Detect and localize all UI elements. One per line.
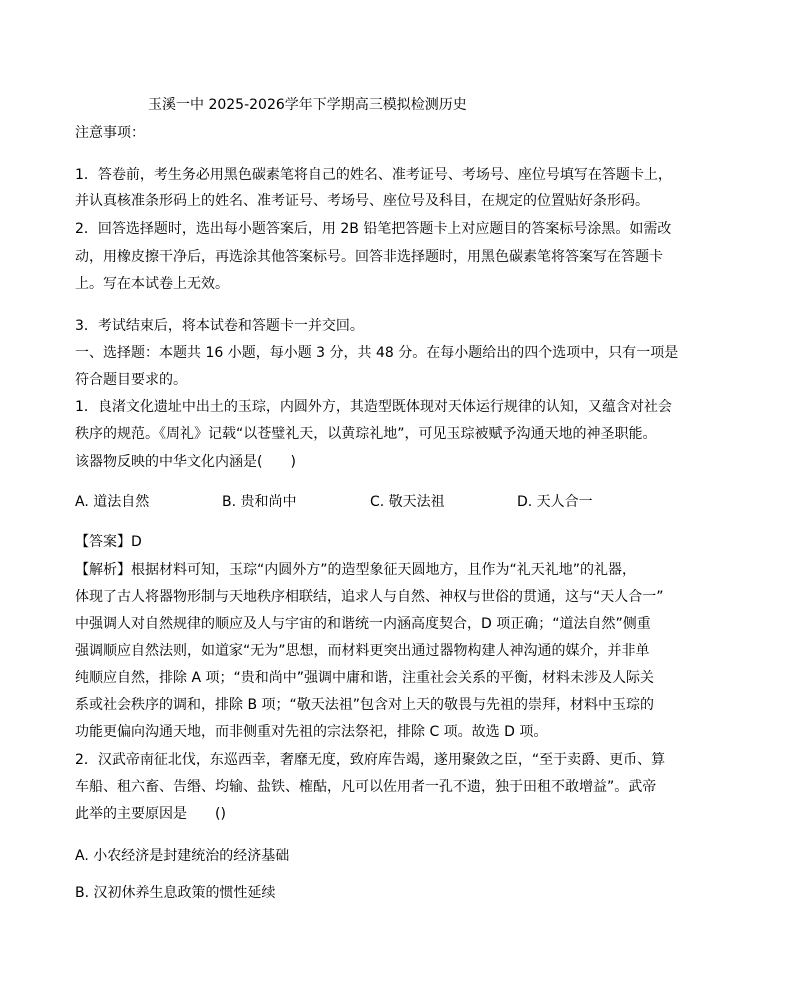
- question-1-stem: 1．良渚文化遗址中出土的玉琮，内圆外方，其造型既体现对天体运行规律的认知，又蕴含对社会: [75, 399, 672, 415]
- option-d: D. 天人合一: [517, 494, 593, 510]
- analysis-line: 纯顺应自然，排除 A 项；“贵和尚中”强调中庸和谐，注重社会关系的平衡，材料未涉及人际关: [75, 670, 654, 686]
- notice-line: 2．回答选择题时，选出每小题答案后，用 2B 铅笔把答题卡上对应题目的答案标号涂黑。如需改: [75, 221, 672, 237]
- notice-line: 1．答卷前，考生务必用黑色碳素笔将自己的姓名、准考证号、考场号、座位号填写在答题卡上，: [75, 167, 672, 183]
- notice-line: 动，用橡皮擦干净后，再选涂其他答案标号。回答非选择题时，用黑色碳素笔将答案写在答题卡: [75, 249, 663, 265]
- question-1-stem: 该器物反映的中华文化内涵是( ): [75, 454, 296, 470]
- option-a: A. 小农经济是封建统治的经济基础: [75, 848, 290, 864]
- notice-line: 并认真核准条形码上的姓名、准考证号、考场号、座位号及科目，在规定的位置贴好条形码。: [75, 193, 649, 209]
- analysis-line: 强调顺应自然法则，如道家“无为”思想，而材料更突出通过器物构建人神沟通的媒介，并非单: [75, 643, 650, 659]
- notice-heading: 注意事项：: [75, 125, 145, 141]
- option-c: C. 敬天法祖: [370, 494, 445, 510]
- analysis-line: 系或社会秩序的调和，排除 B 项；“敬天法祖”包含对上天的敬畏与先祖的崇拜，材料中玉琮的: [75, 697, 655, 713]
- analysis-line: 【解析】根据材料可知，玉琮“内圆外方”的造型象征天圆地方，且作为“礼天礼地”的礼器，: [75, 562, 637, 578]
- option-b: B. 汉初休养生息政策的惯性延续: [75, 885, 276, 901]
- notice-line: 上。写在本试卷上无效。: [75, 276, 229, 292]
- section-heading: 符合题目要求的。: [75, 372, 187, 388]
- notice-line: 3．考试结束后，将本试卷和答题卡一并交回。: [75, 318, 364, 334]
- page-title: 玉溪一中 2025-2026学年下学期高三模拟检测历史: [148, 97, 467, 113]
- analysis-line: 体现了古人将器物形制与天地秩序相联结，追求人与自然、神权与世俗的贯通，这与“天人合一”: [75, 589, 664, 605]
- option-b: B. 贵和尚中: [222, 494, 297, 510]
- question-1-stem: 秩序的规范。《周礼》记载“以苍璧礼天，以黄琮礼地”，可见玉琮被赋予沟通天地的神圣职能。: [75, 426, 657, 442]
- question-2-stem: 此举的主要原因是 (): [75, 806, 226, 822]
- question-2-stem: 2．汉武帝南征北伐，东巡西幸，奢靡无度，致府库告竭，遂用聚敛之臣，“至于卖爵、更币、算: [75, 752, 666, 768]
- question-2-stem: 车船、租六畜、告缗、均输、盐铁、榷酤，凡可以佐用者一孔不遗，独于田租不敢增益”。武帝: [75, 779, 657, 795]
- option-a: A. 道法自然: [75, 494, 150, 510]
- answer-line: 【答案】D: [75, 534, 142, 550]
- analysis-line: 中强调人对自然规律的顺应及人与宇宙的和谐统一内涵高度契合，D 项正确；“道法自然”侧重: [75, 616, 651, 632]
- analysis-line: 功能更偏向沟通天地，而非侧重对先祖的宗法祭祀，排除 C 项。故选 D 项。: [75, 724, 548, 740]
- section-heading: 一、选择题：本题共 16 小题，每小题 3 分，共 48 分。在每小题给出的四个选项中，只有一项是: [75, 345, 679, 361]
